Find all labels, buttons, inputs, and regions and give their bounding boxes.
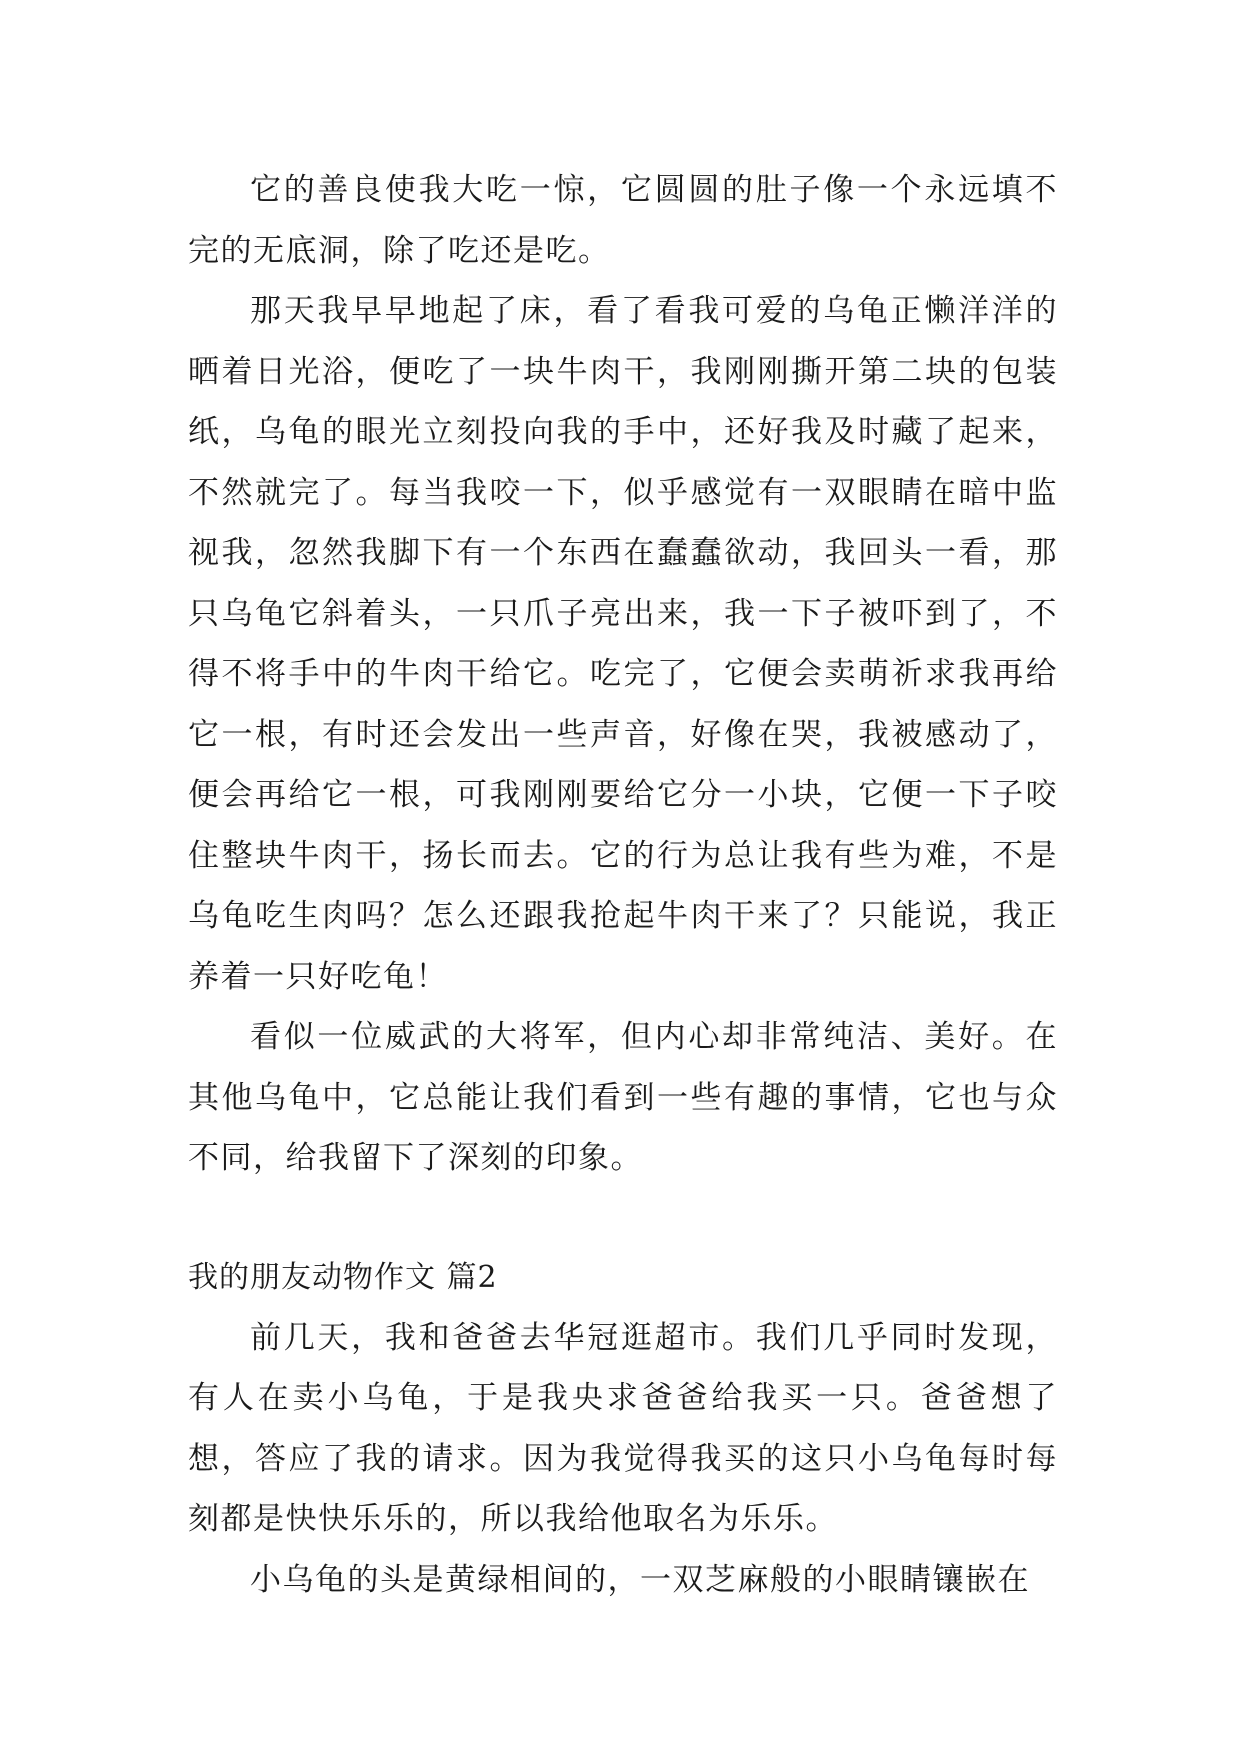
paragraph: 那天我早早地起了床，看了看我可爱的乌龟正懒洋洋的晒着日光浴，便吃了一块牛肉干，我刚刚撕开第二块的包装纸，乌龟的眼光立刻投向我的手中，还好我及时藏了起来，不然就完了。每当我咬一下，似乎感觉有一双眼睛在暗中监视我，忽然我脚下有一个东西在蠢蠢欲动，我回头一看，那只乌龟它斜着头，一只爪子亮出来，我一下子被吓到了，不得不将手中的牛肉干给它。吃完了，它便会卖萌祈求我再给它一根，有时还会发出一些声音，好像在哭，我被感动了，便会再给它一根，可我刚刚要给它分一小块，它便一下子咬住整块牛肉干，扬长而去。它的行为总让我有些为难，不是乌龟吃生肉吗？怎么还跟我抢起牛肉干来了？只能说，我正养着一只好吃龟！ <box>188 293 1058 995</box>
paragraph: 前几天，我和爸爸去华冠逛超市。我们几乎同时发现，有人在卖小乌龟，于是我央求爸爸给我买一只。爸爸想了想，答应了我的请求。因为我觉得我买的这只小乌龟每时每刻都是快快乐乐的，所以我给他取名为乐乐。 <box>188 1319 1058 1537</box>
paragraph: 小乌龟的头是黄绿相间的，一双芝麻般的小眼睛镶嵌在 <box>250 1561 1030 1598</box>
document-page <box>188 160 1058 1610</box>
section-heading: 我的朋友动物作文 篇2 <box>188 1259 498 1295</box>
paragraph: 它的善良使我大吃一惊，它圆圆的肚子像一个永远填不完的无底洞，除了吃还是吃。 <box>188 172 1058 269</box>
paragraph: 看似一位威武的大将军，但内心却非常纯洁、美好。在其他乌龟中，它总能让我们看到一些有趣的事情，它也与众不同，给我留下了深刻的印象。 <box>188 1019 1058 1176</box>
